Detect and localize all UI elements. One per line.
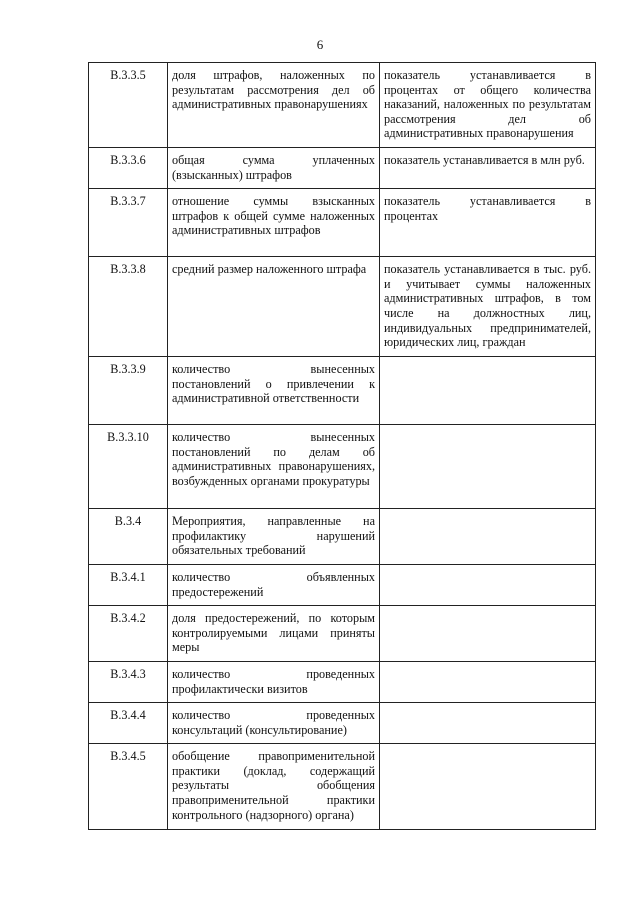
table-row (89, 509, 596, 565)
table-row (89, 257, 596, 357)
row-note-cell (380, 661, 596, 702)
table-body (89, 63, 596, 830)
row-note-cell (380, 703, 596, 744)
row-note-cell (380, 564, 596, 605)
row-name-cell: отношение суммы взысканных штрафов к общей сумме наложенных административных штрафов (168, 189, 380, 257)
table-row (89, 606, 596, 662)
table-row (89, 425, 596, 509)
row-name-cell: Мероприятия, направленные на профилактику нарушений обязательных требований (168, 509, 380, 565)
row-note-cell: показатель устанавливается в процентах (380, 189, 596, 257)
table-row (89, 564, 596, 605)
row-code-cell: В.3.3.10 (89, 425, 168, 509)
row-note-cell (380, 357, 596, 425)
table-row (89, 744, 596, 830)
row-name-cell: обобщение правоприменительной практики (доклад, содержащий результаты обобщения правоприменительной практики контрольного (надзорного) органа) (168, 744, 380, 830)
row-code-cell: В.3.4.3 (89, 661, 168, 702)
table-row (89, 63, 596, 148)
row-note-cell: показатель устанавливается в тыс. руб. и учитывает суммы наложенных административных штрафов, в том числе на должностных лиц, индивидуальных предпринимателей, юридических лиц, граждан (380, 257, 596, 357)
row-name-cell: количество объявленных предостережений (168, 564, 380, 605)
row-name-cell: количество вынесенных постановлений о привлечении к административной ответственности (168, 357, 380, 425)
row-name-cell: общая сумма уплаченных (взысканных) штрафов (168, 147, 380, 188)
row-code-cell: В.3.4.2 (89, 606, 168, 662)
row-code-cell: В.3.4.4 (89, 703, 168, 744)
indicators-table (88, 62, 596, 830)
row-name-cell: количество проведенных консультаций (консультирование) (168, 703, 380, 744)
row-name-cell: количество проведенных профилактически визитов (168, 661, 380, 702)
row-code-cell: В.3.3.7 (89, 189, 168, 257)
row-name-cell: доля штрафов, наложенных по результатам рассмотрения дел об административных правонарушениях (168, 63, 380, 148)
row-note-cell (380, 509, 596, 565)
row-code-cell: В.3.3.6 (89, 147, 168, 188)
table-row (89, 357, 596, 425)
row-name-cell: доля предостережений, по которым контролируемыми лицами приняты меры (168, 606, 380, 662)
page-number: 6 (316, 37, 324, 52)
table-row (89, 661, 596, 702)
row-code-cell: В.3.3.8 (89, 257, 168, 357)
row-note-cell: показатель устанавливается в млн руб. (380, 147, 596, 188)
row-note-cell (380, 744, 596, 830)
table-row (89, 147, 596, 188)
row-code-cell: В.3.4.1 (89, 564, 168, 605)
row-code-cell: В.3.4 (89, 509, 168, 565)
row-code-cell: В.3.4.5 (89, 744, 168, 830)
table-row (89, 703, 596, 744)
row-note-cell (380, 606, 596, 662)
row-code-cell: В.3.3.9 (89, 357, 168, 425)
row-code-cell: В.3.3.5 (89, 63, 168, 148)
row-note-cell (380, 425, 596, 509)
row-note-cell: показатель устанавливается в процентах от общего количества наказаний, наложенных по результатам рассмотрения дел об административных правонарушения (380, 63, 596, 148)
row-name-cell: средний размер наложенного штрафа (168, 257, 380, 357)
row-name-cell: количество вынесенных постановлений по делам об административных правонарушениях, возбужденных органами прокуратуры (168, 425, 380, 509)
table-row (89, 189, 596, 257)
